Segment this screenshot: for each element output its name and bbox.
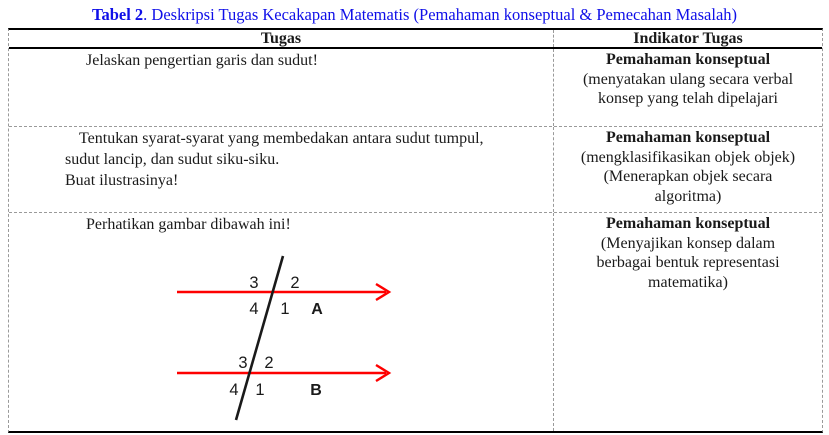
table-row [9,49,822,127]
table-caption-number: Tabel 2 [91,5,144,24]
indicator-line: (menyatakan ulang secara verbal [582,70,794,88]
task-text: Buat ilustrasinya! [65,172,179,189]
indicator-line: (Menyajikan konsep dalam [600,234,776,252]
angle-label: 1 [280,300,290,318]
table-header-row [9,30,822,49]
indicator-line: matematika) [648,273,728,291]
angle-label: 2 [290,274,300,292]
indicator-line: berbagai bentuk representasi [596,254,780,271]
angle-label: 3 [249,274,259,292]
line-b-label: B [310,382,322,399]
table-caption-text: . Deskripsi Tugas Kecakapan Matematis (Pemahaman konseptual & Pemecahan Masalah) [143,5,738,24]
indicator-line: algoritma) [654,187,722,205]
table-row [9,213,822,431]
indicator-cell-2 [553,127,822,212]
task-cell-2 [9,127,553,212]
angle-label: 2 [264,354,274,372]
indicator-cell-1 [553,49,822,126]
indicator-title: Pemahaman konseptual [605,215,771,232]
angle-label: 3 [238,354,248,372]
parallel-lines-diagram [150,248,410,428]
indicator-title: Pemahaman konseptual [605,51,771,68]
header-cell-indikator: Indikator Tugas [553,30,822,47]
angle-label: 4 [249,300,259,318]
task-cell-1 [9,49,553,126]
table-row [9,127,822,213]
indicator-line: konsep yang telah dipelajari [598,90,778,107]
angle-label: 4 [229,381,239,399]
header-cell-tugas: Tugas [260,30,302,47]
task-text: Jelaskan pengertian garis dan sudut! [86,52,318,69]
angle-label: 1 [255,381,265,399]
indicator-line: (Menerapkan objek secara [603,168,773,185]
indicator-title: Pemahaman konseptual [605,129,771,146]
table-caption [0,4,829,25]
indicator-line: (mengklasifikasikan objek objek) [580,148,796,166]
indicator-cell-3 [553,213,822,431]
tasks-table [8,28,823,433]
task-text: Perhatikan gambar dibawah ini! [86,216,291,233]
task-text: sudut lancip, dan sudut siku-siku. [65,151,280,168]
line-a-label: A [311,301,323,318]
task-text: Tentukan syarat-syarat yang membedakan antara sudut tumpul, [79,130,484,147]
